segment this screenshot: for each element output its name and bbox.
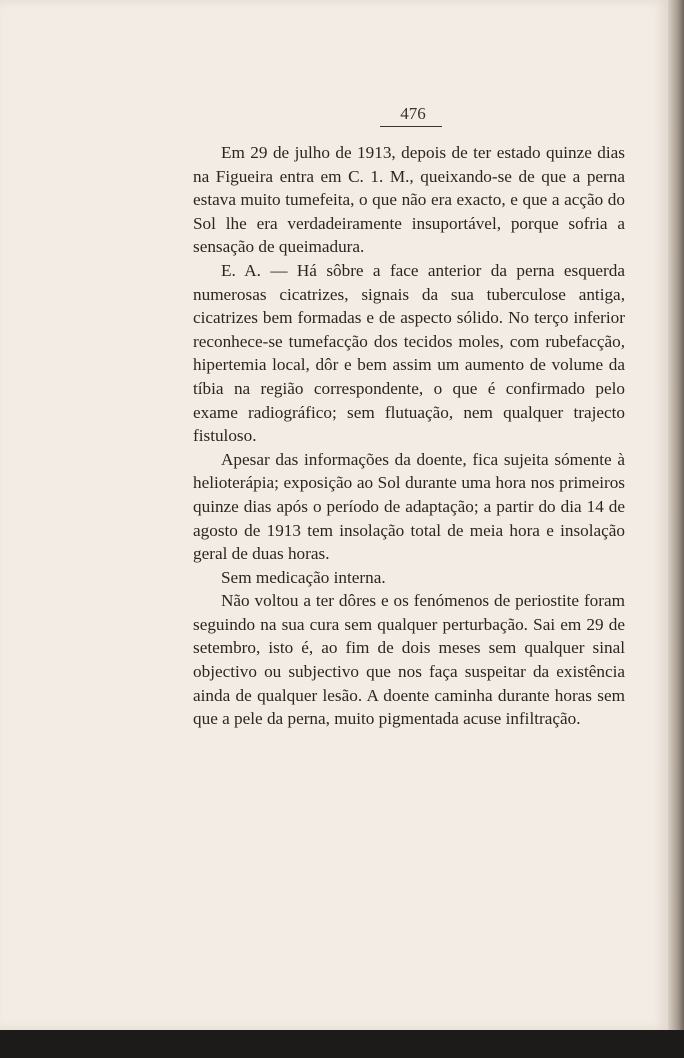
page-edge — [668, 0, 684, 1030]
page-number: 476 — [400, 104, 426, 123]
paragraph-medication: Sem medicação interna. — [221, 567, 386, 587]
scan-background — [0, 1030, 684, 1058]
body-text — [193, 141, 625, 731]
page-number-rule — [380, 126, 442, 127]
paragraph-admission: Em 29 de julho de 1913, depois de ter estado quinze dias na Figueira entra em C. 1. M., queixando-se de que a perna estava muito tumefeita, o que não era exacto, e que a acção do Sol lhe era verdadeiramente insuportável, porque sofria a sensação de queimadura. — [193, 143, 625, 257]
paragraph-exam: E. A. — Há sôbre a face anterior da perna esquerda numerosas cicatrizes, signais da sua tuberculose antiga, cicatrizes bem formadas e de aspecto sólido. No terço inferior reconhece-se tumefacção dos tecidos moles, com rubefacção, hipertemia local, dôr e bem assim um aumento de volume da tíbia na região correspondente, o que é confirmado pelo exame radiográfico; sem flutuação, nem qualquer trajecto fistuloso. — [193, 260, 625, 446]
paragraph-treatment: Apesar das informações da doente, fica sujeita sómente à helioterápia; exposição ao Sol durante uma hora nos primeiros quinze dias após o período de adaptação; a partir do dia 14 de agosto de 1913 tem insolação total de meia hora e insolação geral de duas horas. — [193, 449, 625, 564]
paragraph-outcome: Não voltou a ter dôres e os fenómenos de periostite foram seguindo na sua cura sem qualquer perturbação. Sai em 29 de setembro, isto é, ao fim de dois meses sem qualquer sinal objectivo ou subjectivo que nos faça suspeitar da existência ainda de qualquer lesão. A doente caminha durante horas sem que a pele da perna, muito pigmentada acuse infiltração. — [193, 591, 625, 729]
